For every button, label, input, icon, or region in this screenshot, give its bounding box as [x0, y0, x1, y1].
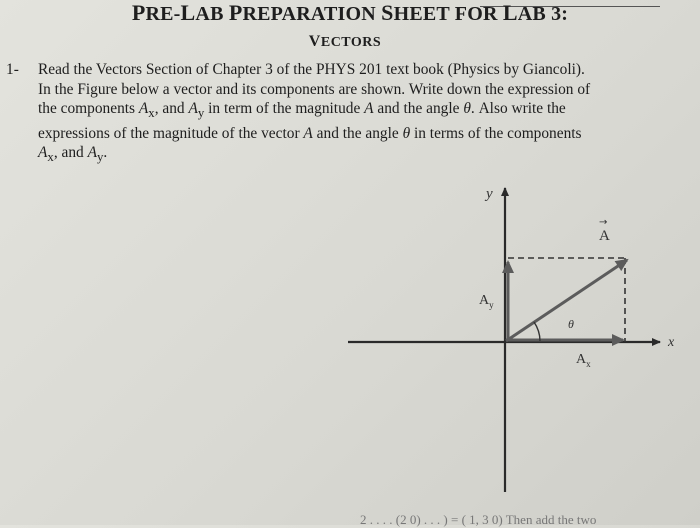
angle-arc	[534, 322, 540, 341]
ay-label: $A_y$	[479, 293, 494, 310]
vector-label: A	[599, 228, 610, 244]
angle-label: θ	[568, 317, 574, 331]
question-line-3: the components $A_x$, and $A_y$ in term of the magnitude A and the angle θ. Also write the	[38, 100, 566, 121]
vector-diagram	[340, 180, 690, 500]
page-title: PRE-LAB PREPARATION SHEET FOR LAB 3:	[131, 0, 569, 25]
question-line-1: Read the Vectors Section of Chapter 3 of the PHYS 201 text book (Physics by Giancoli).	[38, 61, 585, 78]
y-axis-label: y	[486, 186, 493, 202]
vector-arrow-mark: →	[599, 217, 608, 228]
question-text	[38, 60, 688, 168]
page-subtitle: VECTORS	[308, 33, 382, 50]
cut-off-next-question: 2 . . . . (2 0) . . . ) = ( 1, 3 0) Then add the two	[360, 512, 597, 527]
question-line-4: expressions of the magnitude of the vector A and the angle θ in terms of the components	[38, 124, 582, 142]
ax-label: $A_x$	[576, 352, 591, 369]
question-number: 1-	[6, 61, 19, 78]
vector-a	[506, 260, 627, 341]
question-line-5: $A_x$, and $A_y$.	[38, 144, 108, 165]
x-axis-label: x	[668, 335, 675, 350]
question-line-2: In the Figure below a vector and its components are shown. Write down the expression of	[38, 80, 591, 98]
